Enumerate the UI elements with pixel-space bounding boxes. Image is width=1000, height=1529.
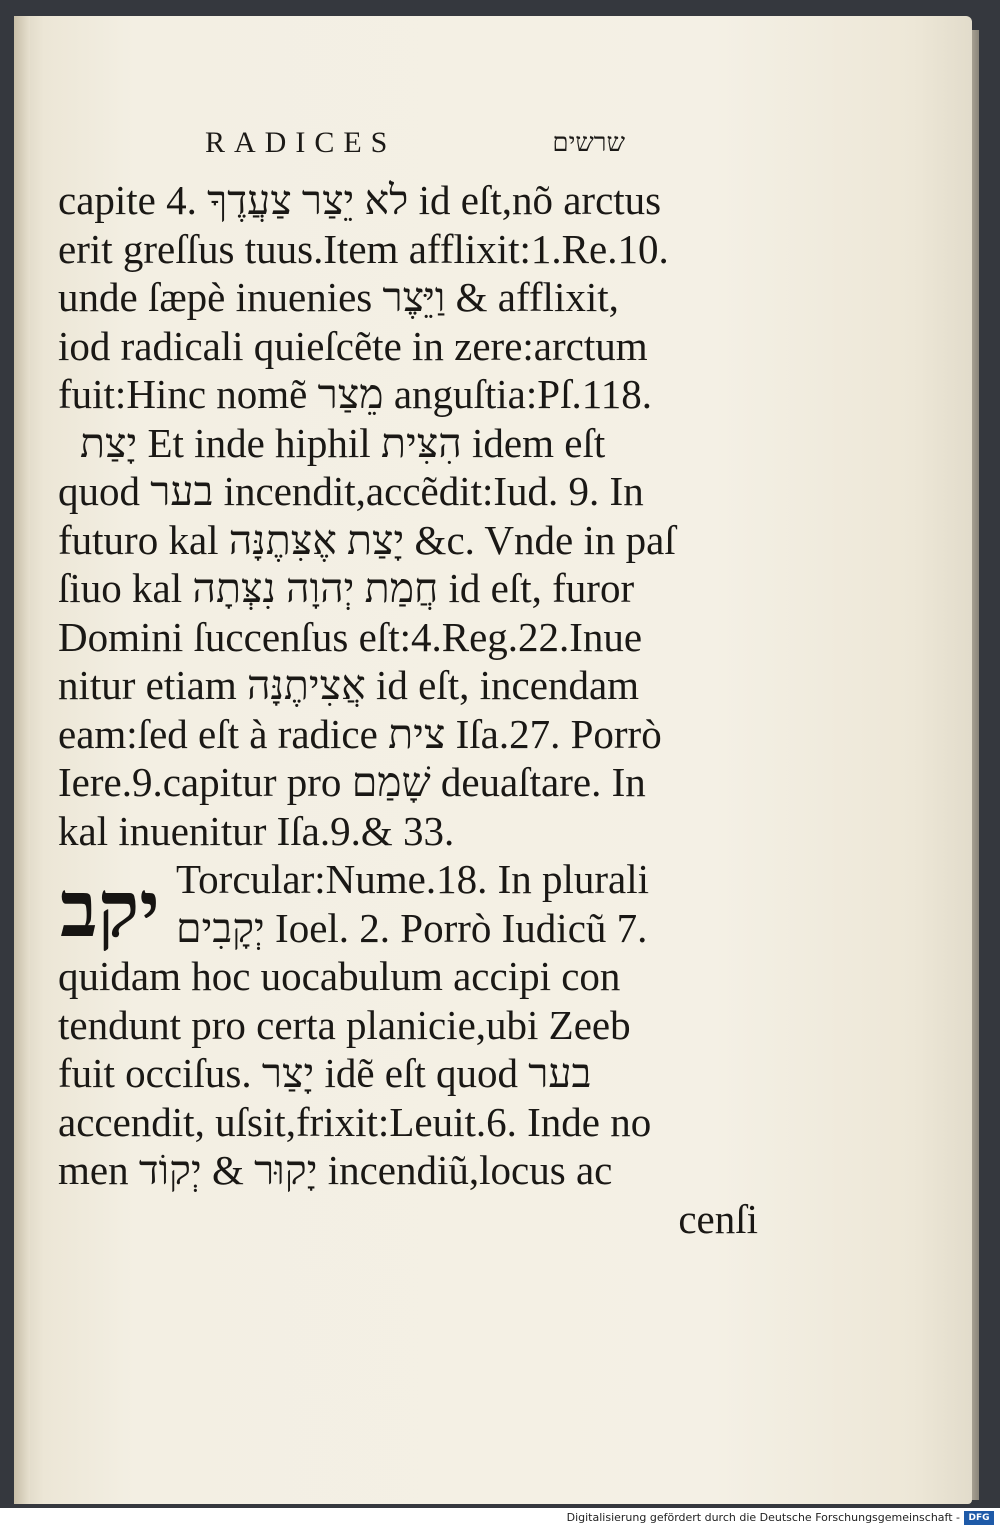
page-gutter	[14, 16, 30, 1504]
text-line: fuit occiſus. יָצַר idẽ eſt quod בער	[58, 1050, 592, 1096]
text-line: tendunt pro certa planicie,ubi Zeeb	[58, 1001, 631, 1048]
text-line: Torcular:Nume.18. In plurali	[176, 856, 650, 902]
running-head	[205, 126, 625, 166]
text-line: accendit, uſsit,frixit:Leuit.6. Inde no	[58, 1098, 652, 1145]
text-line: quidam hoc uocabulum accipi con	[58, 953, 621, 999]
text-line: nitur etiam אֲצִיתֶנָּה id eſt, incendam	[58, 662, 640, 708]
footer-bar	[0, 1508, 1000, 1529]
text-line: יְקָבִים Ioel. 2. Porrò Iudicũ 7.	[176, 904, 648, 951]
text-line: kal inuenitur Iſa.9.& 33.	[58, 807, 455, 854]
main-text-block	[58, 176, 758, 1243]
text-line: erit greſſus tuus.Item afflixit:1.Re.10.	[58, 225, 669, 272]
text-line: fuit:Hinc nomẽ מֵצַר anguſtia:Pſ.118.	[58, 371, 652, 417]
catchword: cenſi	[678, 1195, 758, 1242]
dfg-logo: DFG	[964, 1511, 994, 1525]
text-line: iod radicali quieſcẽte in zere:arctum	[58, 322, 648, 369]
running-head-hebrew: שרשים	[552, 128, 625, 157]
footer-credit: Digitalisierung gefördert durch die Deutsche Forschungsgemeinschaft -	[566, 1511, 960, 1524]
text-line: quod בער incendit,accẽdit:Iud. 9. In	[58, 468, 644, 514]
text-line: men יָקוּר & יְקוֹד incendiũ,locus ac	[58, 1147, 613, 1193]
text-line: Iere.9.capitur pro שָׁמַם deuaſtare. In	[58, 759, 646, 805]
text-line: futuro kal יָצַת אֶצִּתֶנָּה &c. Vnde in paſ	[58, 516, 676, 563]
text-line: ſiuo kal חֲמַת יְהוָה נִצְּתָה id eſt, furor	[58, 565, 635, 611]
text-line: capite 4. לא יֵצַר צַעֲדֶךָ id eſt,nõ arctus	[58, 177, 662, 223]
text-line: unde ſæpè inuenies וַיֵּצֶר & afflixit,	[58, 274, 619, 320]
running-head-latin: RADICES	[205, 126, 397, 159]
text-line: יָצַת Et inde hiphil הִצִּית idem eſt	[80, 419, 606, 466]
text-line: eam:ſed eſt à radice צית Iſa.27. Porrò	[58, 710, 662, 757]
text-line: Domini ſuccenſus eſt:4.Reg.22.Inue	[58, 613, 643, 660]
drop-word-hebrew: יקב	[60, 866, 160, 953]
